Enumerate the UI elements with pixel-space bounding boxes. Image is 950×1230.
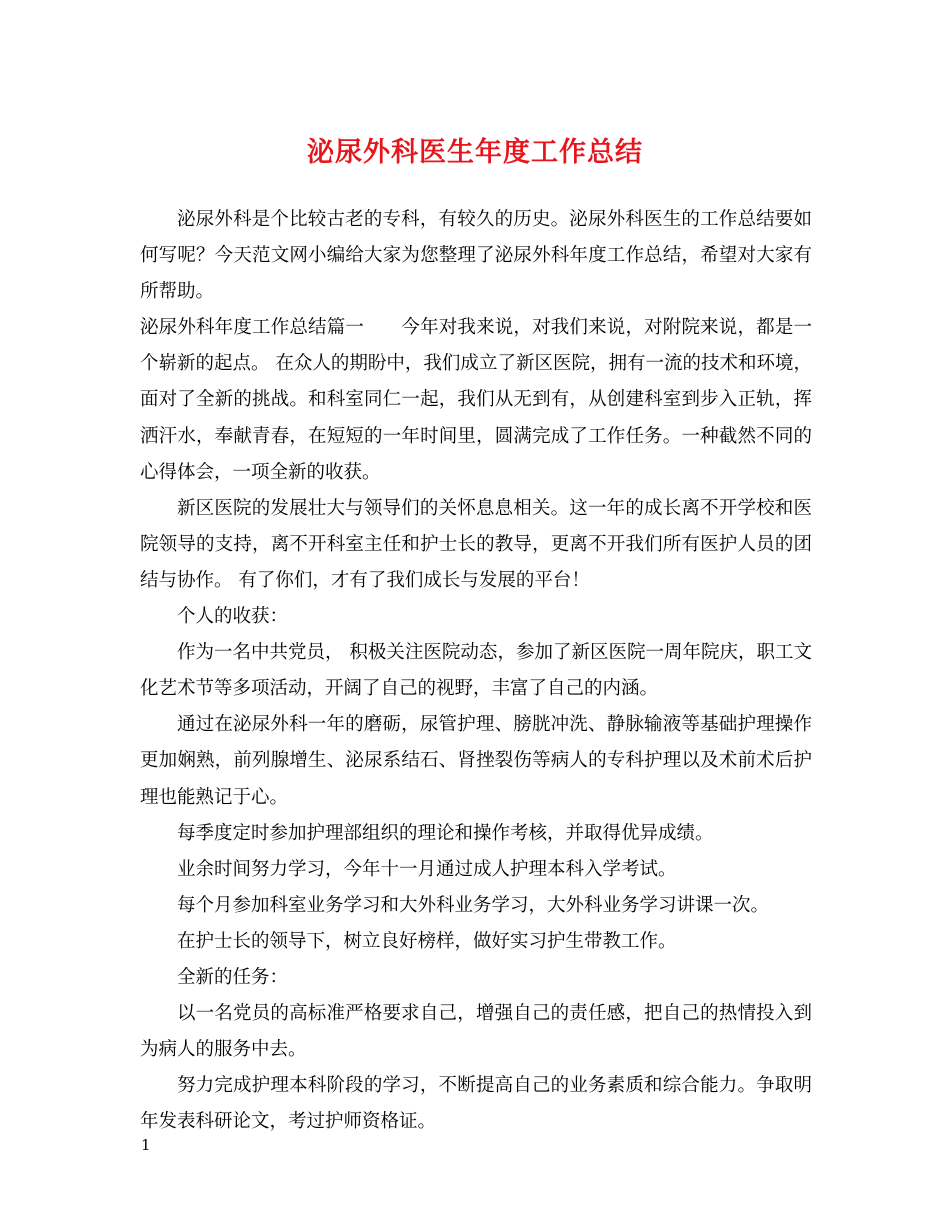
paragraph-nursing-skills: 通过在泌尿外科一年的磨砺，尿管护理、膀胱冲洗、静脉输液等基础护理操作更加娴熟，前列腺增生、泌尿系结石、肾挫裂伤等病人的专科护理以及术前术后护理也能熟记于心。 bbox=[140, 714, 812, 808]
paragraph-section-one: 泌尿外科年度工作总结篇一 今年对我来说，对我们来说，对附院来说，都是一个崭新的起点。 在众人的期盼中，我们成立了新区医院，拥有一流的技术和环境，面对了全新的挑战。和科室同仁一起，我们从无到有，从创建科室到步入正轨，挥洒汗水，奉献青春，在短短的一年时间里，圆满完成了工作任务。一种截然不同的心得体会，一项全新的收获。 bbox=[140, 317, 812, 483]
heading-personal-gains: 个人的收获： bbox=[177, 606, 289, 628]
paragraph-goals: 努力完成护理本科阶段的学习，不断提高自己的业务素质和综合能力。争取明年发表科研论文，考过护师资格证。 bbox=[140, 1075, 812, 1133]
paragraph-intro: 泌尿外科是个比较古老的专科，有较久的历史。泌尿外科医生的工作总结要如何写呢？今天范文网小编给大家为您整理了泌尿外科年度工作总结，希望对大家有所帮助。 bbox=[140, 209, 812, 303]
paragraph-teaching: 在护士长的领导下，树立良好榜样，做好实习护生带教工作。 bbox=[177, 930, 677, 952]
document-body bbox=[140, 202, 812, 1140]
paragraph-study: 业余时间努力学习，今年十一月通过成人护理本科入学考试。 bbox=[177, 858, 677, 880]
heading-new-tasks: 全新的任务： bbox=[177, 966, 289, 988]
document-title: 泌尿外科医生年度工作总结 bbox=[307, 137, 643, 168]
paragraph-development: 新区医院的发展壮大与领导们的关怀息息相关。这一年的成长离不开学校和医院领导的支持，离不开科室主任和护士长的教导，更离不开我们所有医护人员的团结与协作。 有了你们，才有了我们成长与发展的平台！ bbox=[140, 497, 812, 591]
paragraph-monthly-learning: 每个月参加科室业务学习和大外科业务学习，大外科业务学习讲课一次。 bbox=[177, 894, 770, 916]
paragraph-assessment: 每季度定时参加护理部组织的理论和操作考核，并取得优异成绩。 bbox=[177, 822, 714, 844]
paragraph-responsibility: 以一名党员的高标准严格要求自己，增强自己的责任感，把自己的热情投入到为病人的服务中去。 bbox=[140, 1003, 812, 1061]
page-number: 1 bbox=[141, 1136, 151, 1154]
paragraph-party-member: 作为一名中共党员， 积极关注医院动态，参加了新区医院一周年院庆，职工文化艺术节等多项活动，开阔了自己的视野，丰富了自己的内涵。 bbox=[140, 642, 812, 700]
